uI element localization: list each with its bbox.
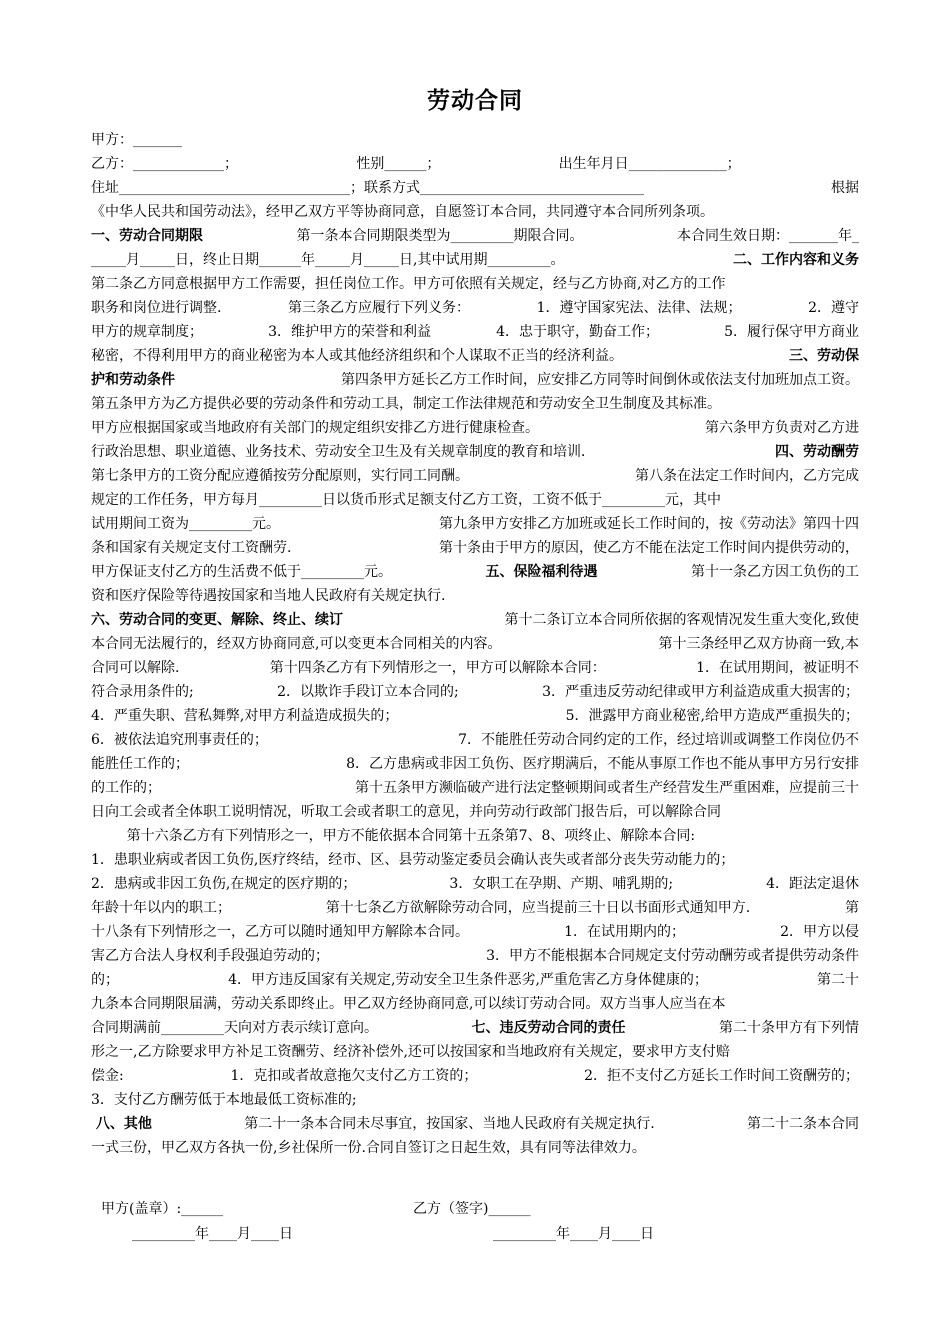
line-text: 4．距法定退休	[766, 876, 859, 892]
line-text: 出生年月日______________；	[558, 156, 741, 172]
line-text: 3．女职工在孕期、产期、哺乳期的;	[449, 876, 674, 892]
contract-line	[91, 200, 859, 224]
contract-line	[91, 296, 859, 320]
section-heading: 护和劳动条件	[91, 372, 175, 388]
party-a-date: _________年____月____日	[132, 1226, 293, 1242]
contract-line	[91, 656, 859, 680]
line-text: 十八条有下列情形之一，乙方可以随时通知甲方解除本合同。	[91, 924, 469, 940]
contract-line	[91, 800, 859, 824]
line-text: 第九条甲方安排乙方加班或延长工作时间的，按《劳动法》第四十四	[439, 516, 859, 532]
line-text: 6．被依法追究刑事责任的；	[91, 732, 268, 748]
section-heading: 二、工作内容和义务	[733, 252, 859, 268]
section-heading: 一、劳动合同期限	[91, 228, 203, 244]
section-heading: 三、劳动保	[789, 348, 859, 364]
line-text: 2．患病或非因工负伤,在规定的医疗期的；	[91, 876, 357, 892]
line-text: 第二十条甲方有下列情	[719, 1020, 859, 1036]
contract-line	[91, 320, 859, 344]
contract-line	[91, 272, 859, 296]
contract-line	[91, 536, 859, 560]
line-text: 7．不能胜任劳动合同约定的工作，经过培训或调整工作岗位仍不	[458, 732, 859, 748]
contract-line	[91, 128, 859, 152]
line-text: 甲方：_______	[91, 132, 182, 148]
contract-line	[91, 560, 859, 584]
line-text: 根据	[831, 180, 859, 196]
contract-line	[91, 608, 859, 632]
contract-line	[91, 416, 859, 440]
contract-line	[91, 680, 859, 704]
contract-line	[91, 464, 859, 488]
line-text: 第十三条经甲乙双方协商一致,本	[658, 636, 859, 652]
contract-line	[91, 1088, 859, 1112]
line-text: 试用期间工资为_________元。	[91, 516, 280, 532]
line-text: 第五条甲方为乙方提供必要的劳动条件和劳动工具，制定工作法律规范和劳动安全卫生制度及其标准。	[91, 396, 721, 412]
party-b-sign: 乙方（签字)______	[413, 1201, 531, 1217]
party-b-date: _________年____月____日	[493, 1226, 654, 1242]
line-text: 性别______；	[356, 156, 441, 172]
contract-line	[91, 896, 859, 920]
party-a-seal: 甲方(盖章）:______	[101, 1201, 224, 1217]
contract-line	[91, 1040, 859, 1064]
section-heading: 四、劳动酬劳	[775, 444, 859, 460]
section-heading: 七、违反劳动合同的责任	[471, 1020, 626, 1036]
contract-line	[91, 488, 859, 512]
line-text: 第十条由于甲方的原因，使乙方不能在法定工作时间内提供劳动的，	[439, 540, 859, 556]
line-text: 规定的工作任务，甲方每月_________日以货币形式足额支付乙方工资，工资不低于_________元，其中	[91, 492, 721, 508]
line-text: 九条本合同期限届满，劳动关系即终止。甲乙双方经协商同意,可以续订劳动合同。双方当事人应当在本	[91, 996, 726, 1012]
line-text: 4．甲方违反国家有关规定,劳动安全卫生条件恶劣,严重危害乙方身体健康的；	[228, 972, 708, 988]
contract-line	[91, 728, 859, 752]
line-text: 条和国家有关规定支付工资酬劳.	[91, 540, 292, 556]
contract-line	[91, 224, 859, 248]
contract-line	[91, 344, 859, 368]
line-text: 3．支付乙方酬劳低于本地最低工资标准的;	[91, 1092, 357, 1108]
line-text: 第一条本合同期限类型为_________期限合同。	[296, 228, 584, 244]
line-text: 第二条乙方同意根据甲方工作需要，担任岗位工作。甲方可依照有关规定，经与乙方协商,对乙方的工作	[91, 276, 726, 292]
line-text: 第六条甲方负责对乙方进	[705, 420, 859, 436]
contract-line	[91, 1064, 859, 1088]
contract-line	[91, 392, 859, 416]
line-text: 第二十一条本合同未尽事宜，按国家、当地人民政府有关规定执行.	[244, 1116, 655, 1132]
line-text: 形之一,乙方除要求甲方补足工资酬劳、经济补偿外,还可以按国家和当地政府有关规定，要求甲方支付赔	[91, 1044, 730, 1060]
contract-line	[91, 848, 859, 872]
line-text: 甲方的规章制度；	[91, 324, 203, 340]
line-text: 3．严重违反劳动纪律或甲方利益造成重大损害的；	[542, 684, 859, 700]
line-text: 职务和岗位进行调整.	[91, 300, 222, 316]
contract-line	[91, 176, 859, 200]
line-text: 行政治思想、职业道德、业务技术、劳动安全卫生及有关规章制度的教育和培训．	[91, 444, 595, 460]
contract-line	[91, 1112, 859, 1136]
line-text: 甲方保证支付乙方的生活费不低于_________元。	[91, 564, 392, 580]
line-text: 2．遵守	[808, 300, 859, 316]
line-text: 第七条甲方的工资分配应遵循按劳分配原则，实行同工同酬。	[91, 468, 469, 484]
line-text: 4．忠于职守，勤奋工作；	[496, 324, 659, 340]
line-text: 1．在试用期间，被证明不	[696, 660, 859, 676]
line-text: 甲方应根据国家或当地政府有关部门的规定组织安排乙方进行健康检查。	[91, 420, 539, 436]
line-text: 8．乙方患病或非因工负伤、医疗期满后，不能从事原工作也不能从事甲方另行安排	[346, 756, 859, 772]
line-text: 本合同生效日期：_______年_	[677, 228, 859, 244]
line-text: 第十四条乙方有下列情形之一，甲方可以解除本合同：	[269, 660, 606, 676]
line-text: 2．甲方以侵	[780, 924, 859, 940]
line-text: 第十六条乙方有下列情形之一，甲方不能依据本合同第十五条第7、8、项终止、解除本合同:	[91, 828, 696, 844]
line-text: 第二十二条本合同	[746, 1116, 859, 1132]
line-text: 住址_________________________________；联系方式________________________________	[91, 180, 644, 196]
contract-line	[91, 368, 859, 392]
line-text: 日向工会或者全体职工说明情况，听取工会或者职工的意见，并向劳动行政部门报告后，可以解除合同	[91, 804, 721, 820]
line-text: 第十五条甲方濒临破产进行法定整顿期间或者生产经营发生严重困难，应提前三十	[355, 780, 859, 796]
page-title: 劳动合同	[427, 88, 523, 114]
contract-line	[91, 440, 859, 464]
line-text: 5．履行保守甲方商业	[724, 324, 859, 340]
line-text: 第二十	[817, 972, 859, 988]
line-text: 1．克扣或者故意拖欠支付乙方工资的；	[230, 1068, 478, 1084]
line-text: 秘密，不得利用甲方的商业秘密为本人或其他经济组织和个人谋取不正当的经济利益。	[91, 348, 623, 364]
line-text: 年龄十年以内的职工；	[91, 900, 231, 916]
line-text: 乙方：_____________；	[91, 156, 238, 172]
contract-line	[91, 704, 859, 728]
line-text: 3．维护甲方的荣誉和利益	[268, 324, 431, 340]
line-text: 能胜任工作的；	[91, 756, 189, 772]
contract-line	[91, 512, 859, 536]
contract-line	[91, 776, 859, 800]
line-text: 《中华人民共和国劳动法》，经甲乙双方平等协商同意，自愿签订本合同，共同遵守本合同所列条项。	[91, 204, 714, 220]
line-text: 害乙方合法人身权利手段强迫劳动的；	[91, 948, 329, 964]
contract-line	[91, 1136, 859, 1160]
section-heading: 五、保险福利待遇	[485, 564, 598, 580]
contract-line	[91, 1016, 859, 1040]
contract-line	[91, 920, 859, 944]
line-text: 1．遵守国家宪法、法律、法规；	[536, 300, 742, 316]
line-text: 5．泄露甲方商业秘密,给甲方造成严重损失的；	[565, 708, 859, 724]
line-text: 1．在试用期内的；	[564, 924, 685, 940]
line-text: 合同可以解除.	[91, 660, 180, 676]
line-text: 第	[844, 900, 859, 916]
line-text: 第四条甲方延长乙方工作时间，应安排乙方同等时间倒休或依法支付加班加点工资。	[341, 372, 859, 388]
line-text: 第十七条乙方欲解除劳动合同，应当提前三十日以书面形式通知甲方.	[325, 900, 751, 916]
line-text: 第十二条订立本合同所依据的客观情况发生重大变化,致使	[504, 612, 859, 628]
contract-line	[91, 944, 859, 968]
line-text: 符合录用条件的;	[91, 684, 194, 700]
contract-line	[91, 968, 859, 992]
contract-line	[91, 872, 859, 896]
line-text: 资和医疗保险等待遇按国家和当地人民政府有关规定执行.	[91, 588, 446, 604]
contract-line	[91, 152, 859, 176]
line-text: 第八条在法定工作时间内，乙方完成	[635, 468, 859, 484]
contract-line	[91, 992, 859, 1016]
section-heading: 六、劳动合同的变更、解除、终止、续订	[91, 612, 343, 628]
line-text: 1．患职业病或者因工负伤,医疗终结，经市、区、县劳动鉴定委员会确认丧失或者部分丧失劳动能力的；	[91, 852, 735, 868]
contract-line	[91, 824, 859, 848]
line-text: 本合同无法履行的，经双方协商同意,可以变更本合同相关的内容。	[91, 636, 502, 652]
contract-line	[91, 752, 859, 776]
line-text: 第十一条乙方因工负伤的工	[691, 564, 859, 580]
line-text: 2．拒不支付乙方延长工作时间工资酬劳的；	[584, 1068, 859, 1084]
line-text: 的工作的；	[91, 780, 161, 796]
line-text: 的；	[91, 972, 119, 988]
contract-line	[91, 248, 859, 272]
section-heading: 八、其他	[91, 1116, 152, 1132]
line-text: 3．甲方不能根据本合同规定支付劳动酬劳或者提供劳动条件	[486, 948, 859, 964]
line-text: 一式三份，甲乙双方各执一份,乡社保所一份.合同自签订之日起生效，具有同等法律效力。	[91, 1140, 646, 1156]
line-text: _____月_____日，终止日期______年_____月_____日,其中试用期_________。	[91, 252, 565, 268]
line-text: 第三条乙方应履行下列义务：	[288, 300, 471, 316]
line-text: 2．以欺诈手段订立本合同的;	[277, 684, 459, 700]
contract-line	[91, 632, 859, 656]
line-text: 4．严重失职、营私舞弊,对甲方利益造成损失的；	[91, 708, 399, 724]
line-text: 偿金:	[91, 1068, 124, 1084]
contract-line	[91, 584, 859, 608]
line-text: 合同期满前_________天向对方表示续订意向。	[91, 1020, 378, 1036]
